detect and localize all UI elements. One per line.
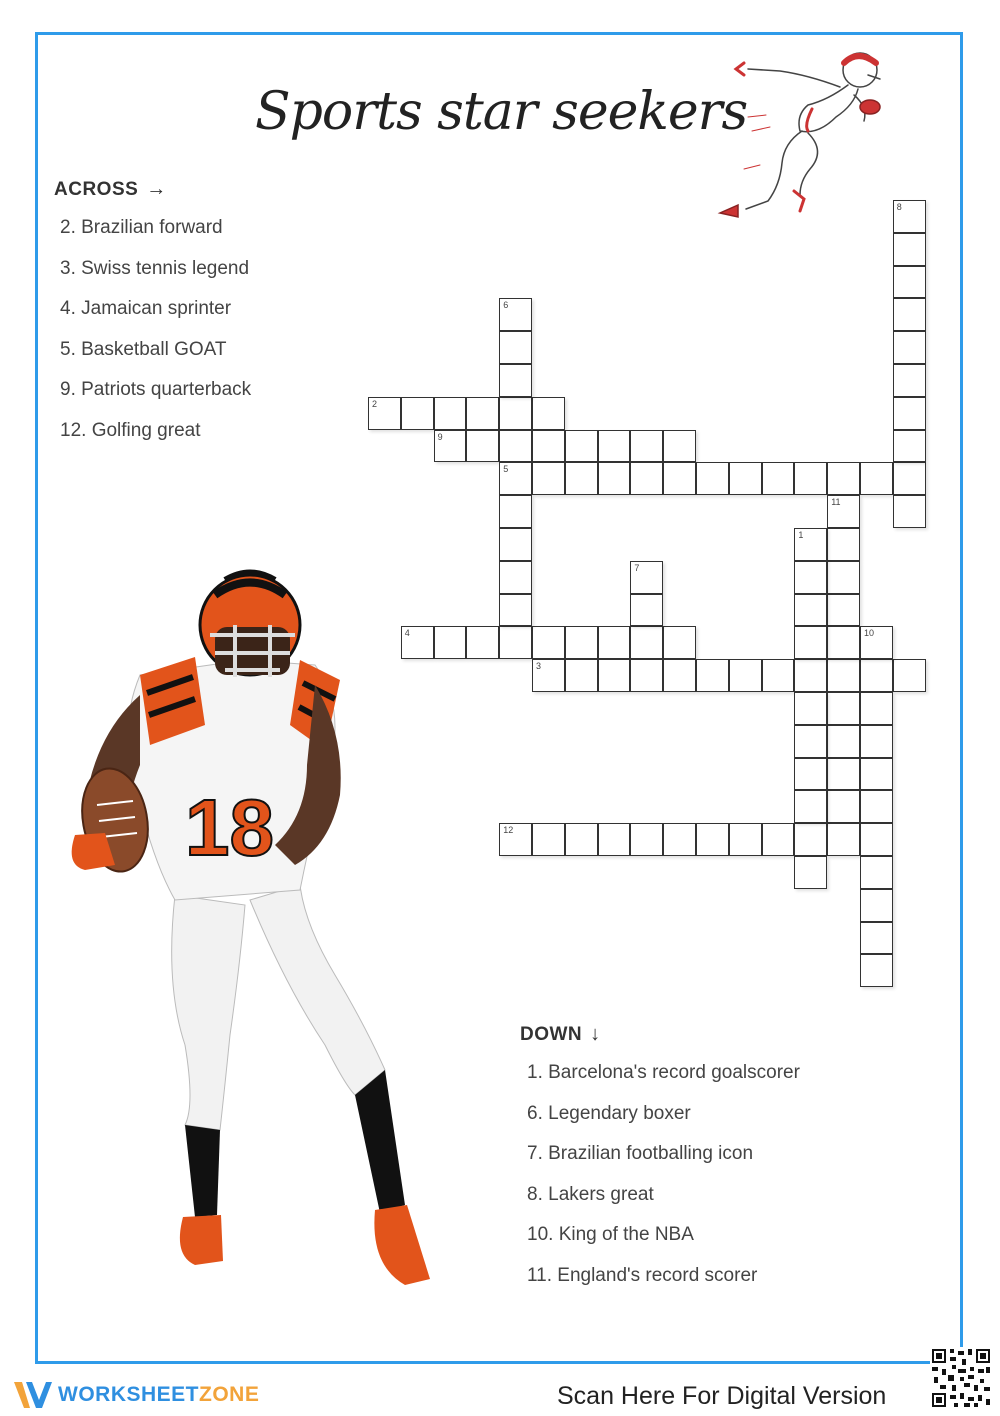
down-heading — [520, 1023, 601, 1046]
clue-number: 8 — [896, 202, 902, 212]
across-clue: 4. Jamaican sprinter — [60, 298, 232, 319]
down-clue: 8. Lakers great — [527, 1183, 654, 1205]
clue-number: 7 — [634, 562, 640, 573]
clue-number: 11 — [831, 497, 841, 508]
across-clue: 12. Golfing great — [60, 419, 201, 441]
down-clue: 11. England's record scorer — [527, 1264, 758, 1286]
arrow-down-icon: ↓ — [590, 1023, 601, 1045]
across-heading-text: ACROSS — [54, 179, 139, 200]
clue-number: 2 — [372, 398, 378, 409]
clue-number: 6 — [503, 300, 509, 311]
football-player-illustration — [45, 565, 440, 1300]
svg-text:18: 18 — [185, 783, 274, 872]
across-heading — [54, 178, 167, 201]
across-clue: 5. Basketball GOAT — [60, 338, 227, 360]
clue-number: 4 — [404, 628, 410, 639]
across-clue: 2. Brazilian forward — [60, 217, 223, 238]
brand-part2: ZONE — [199, 1383, 260, 1406]
down-heading-text: DOWN — [520, 1024, 583, 1045]
scan-text: Scan Here For Digital Version — [557, 1382, 887, 1410]
clue-number: 9 — [437, 431, 443, 442]
arrow-right-icon: → — [146, 178, 167, 200]
qr-code-icon[interactable] — [930, 1347, 992, 1409]
across-clue: 9. Patriots quarterback — [60, 379, 252, 400]
clue-number: 12 — [503, 825, 514, 836]
across-clue-list — [60, 208, 251, 451]
worksheetzone-logo-icon — [12, 1378, 56, 1412]
footer-brand — [58, 1383, 259, 1407]
clue-number: 1 — [798, 530, 804, 540]
runner-sketch-illustration — [708, 45, 888, 235]
down-clue-list — [527, 1053, 800, 1296]
clue-number: 3 — [536, 661, 542, 672]
down-clue: 6. Legendary boxer — [527, 1102, 691, 1124]
down-clue: 10. King of the NBA — [527, 1224, 694, 1245]
page-title: Sports star seekers — [255, 82, 748, 142]
clue-number: 5 — [503, 464, 509, 475]
down-clue: 1. Barcelona's record goalscorer — [527, 1062, 800, 1083]
across-clue: 3. Swiss tennis legend — [60, 257, 250, 279]
clue-number: 10 — [864, 628, 875, 639]
down-clue: 7. Brazilian footballing icon — [527, 1143, 754, 1164]
brand-part1: WORKSHEET — [58, 1383, 199, 1406]
